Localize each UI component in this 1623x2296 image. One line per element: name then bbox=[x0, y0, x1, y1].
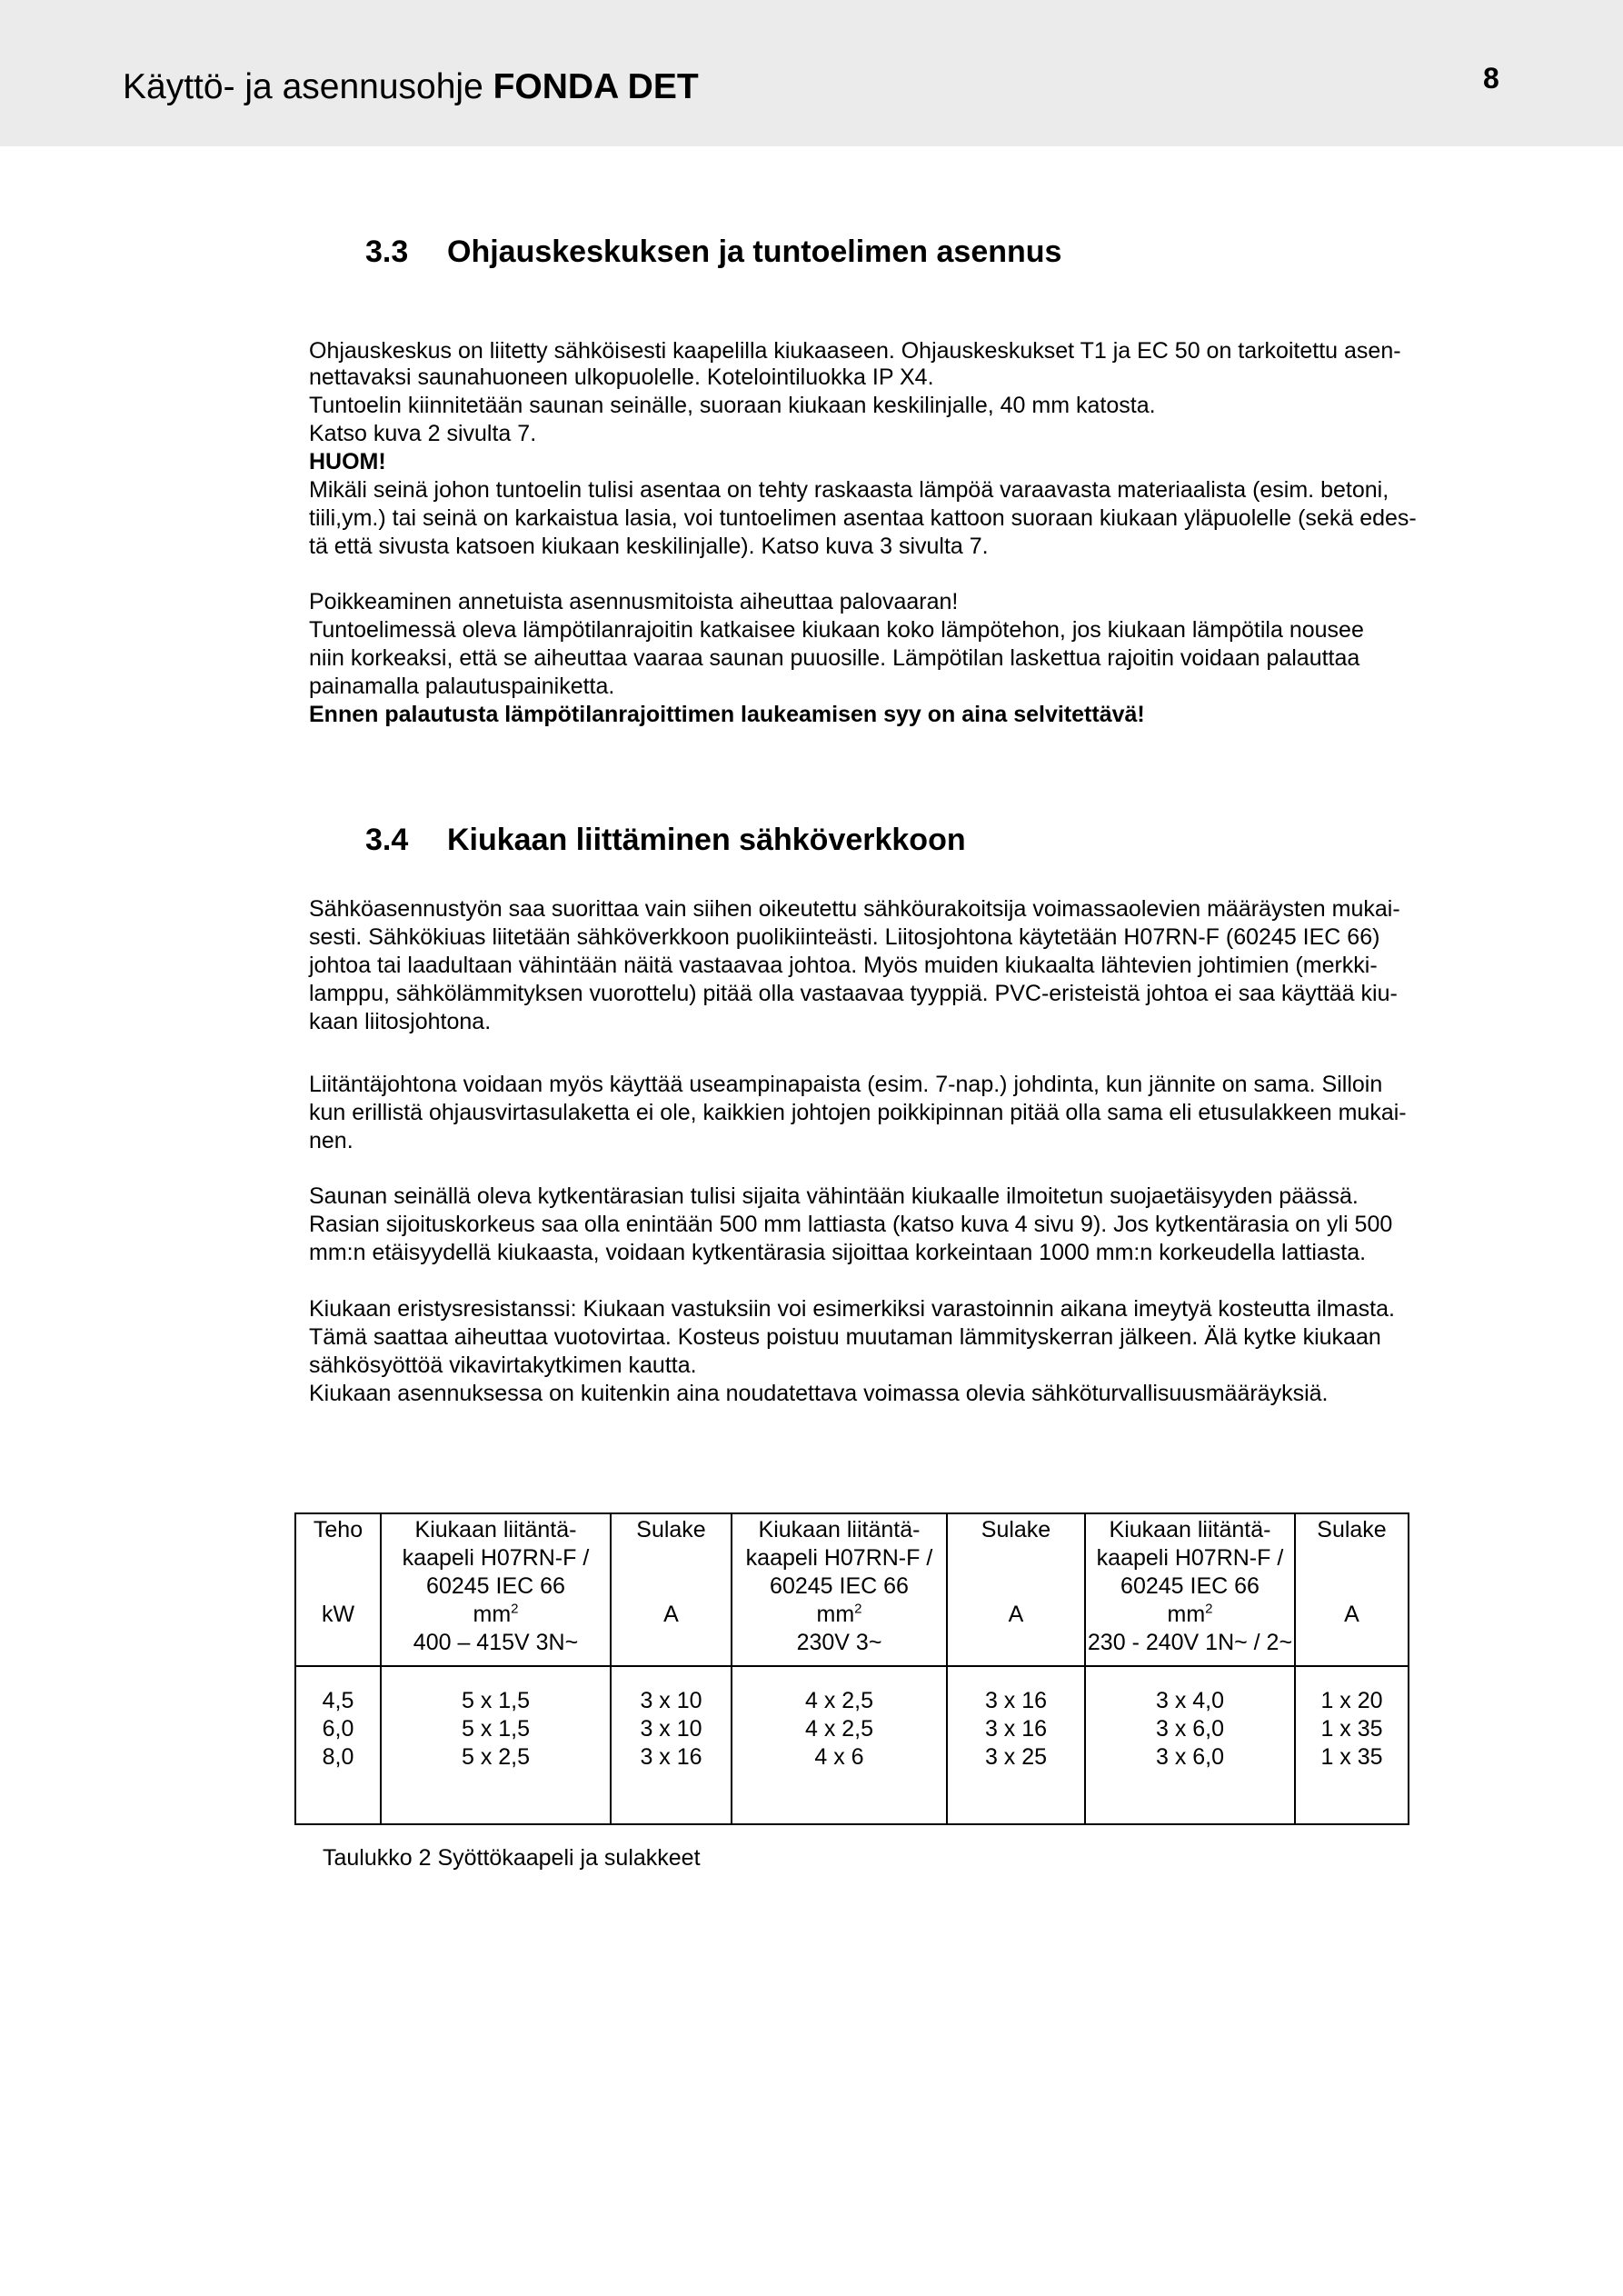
paragraph-line: sähkösyöttöä vikavirtakytkimen kautta. bbox=[309, 1353, 697, 1378]
cell-value: 3 x 6,0 bbox=[1155, 1744, 1225, 1770]
table-header-cell bbox=[295, 1513, 381, 1666]
table-header-row bbox=[295, 1513, 1409, 1666]
table-cell bbox=[732, 1666, 947, 1824]
header-text: A bbox=[1344, 1602, 1359, 1627]
cell-value: 3 x 16 bbox=[640, 1744, 702, 1770]
header-line bbox=[732, 1516, 946, 1544]
header-text: 400 – 415V 3N~ bbox=[413, 1630, 579, 1655]
paragraph-line: sesti. Sähkökiuas liitetään sähköverkkoon puolikiinteästi. Liitosjohtona käytetään H07RN-F (60245 IEC 66) bbox=[309, 924, 1380, 950]
header-text: 60245 IEC 66 bbox=[1120, 1573, 1260, 1599]
paragraph-line: Sähköasennustyön saa suorittaa vain siihen oikeutettu sähköurakoitsija voimassaolevien määräysten mukai- bbox=[309, 896, 1400, 922]
header-text: mm bbox=[1167, 1602, 1206, 1627]
paragraph-line: Liitäntäjohtona voidaan myös käyttää useampinapaista (esim. 7-nap.) johdinta, kun jännite on sama. Silloin bbox=[309, 1072, 1383, 1097]
header-text: kaapeli H07RN-F / bbox=[402, 1545, 590, 1571]
cell-value: 5 x 1,5 bbox=[461, 1716, 531, 1742]
paragraph-line: Rasian sijoituskorkeus saa olla enintään 500 mm lattiasta (katso kuva 4 sivu 9). Jos kytkentärasia on yli 500 bbox=[309, 1212, 1393, 1237]
cell-value: 3 x 16 bbox=[984, 1716, 1048, 1742]
table-row bbox=[295, 1666, 1409, 1824]
header-text: Kiukaan liitäntä- bbox=[414, 1517, 577, 1542]
header-text: Sulake bbox=[1317, 1517, 1387, 1542]
paragraph-line: nettavaksi saunahuoneen ulkopuolelle. Kotelointiluokka IP X4. bbox=[309, 364, 934, 390]
cell-value: 8,0 bbox=[322, 1744, 354, 1770]
header-line bbox=[296, 1544, 380, 1572]
section-number: 3.3 bbox=[365, 235, 409, 269]
header-line bbox=[382, 1544, 610, 1572]
table-header-cell bbox=[1295, 1513, 1409, 1666]
header-text: A bbox=[1008, 1602, 1024, 1627]
paragraph-line: kun erillistä ohjausvirtasulaketta ei ole, kaikkien johtojen poikkipinnan pitää olla sama eli etusulakkeen mukai- bbox=[309, 1100, 1407, 1125]
header-line bbox=[732, 1601, 946, 1629]
header-line bbox=[382, 1516, 610, 1544]
page-header bbox=[0, 0, 1623, 146]
table-header-cell bbox=[732, 1513, 947, 1666]
header-line bbox=[612, 1544, 731, 1572]
product-name: FONDA DET bbox=[493, 67, 699, 106]
cell-value: 5 x 1,5 bbox=[461, 1688, 531, 1713]
header-text: 60245 IEC 66 bbox=[426, 1573, 565, 1599]
paragraph-line: Tämä saattaa aiheuttaa vuotovirtaa. Kosteus poistuu muutaman lämmityskerran jälkeen. Älä kytke kiukaan bbox=[309, 1324, 1381, 1350]
unit-superscript: 2 bbox=[854, 1601, 862, 1617]
cell-value: 3 x 4,0 bbox=[1155, 1688, 1225, 1713]
header-line bbox=[1086, 1629, 1294, 1657]
paragraph-line: Saunan seinällä oleva kytkentärasian tulisi sijaita vähintään kiukaalle ilmoitetun suojaetäisyyden päässä. bbox=[309, 1183, 1359, 1209]
header-text: A bbox=[663, 1602, 679, 1627]
paragraph-line: tiili,ym.) tai seinä on karkaistua lasia, voi tuntoelimen asentaa kattoon suoraan kiukaan yläpuolelle (sekä edes- bbox=[309, 505, 1417, 531]
table-header-cell bbox=[1085, 1513, 1295, 1666]
paragraph-line: lamppu, sähkölämmityksen vuorottelu) pitää olla vastaavaa tyyppiä. PVC-eristeistä johtoa ei saa käyttää kiu- bbox=[309, 981, 1398, 1006]
header-line bbox=[1086, 1601, 1294, 1629]
table-header-cell bbox=[611, 1513, 732, 1666]
header-text: Teho bbox=[313, 1517, 363, 1542]
header-text: mm bbox=[816, 1602, 855, 1627]
cell-value: 1 x 20 bbox=[1320, 1688, 1383, 1713]
header-line bbox=[732, 1629, 946, 1657]
header-line bbox=[948, 1572, 1084, 1601]
paragraph-line: Katso kuva 2 sivulta 7. bbox=[309, 421, 537, 446]
cell-value: 3 x 10 bbox=[640, 1716, 702, 1742]
header-text: mm bbox=[473, 1602, 512, 1627]
header-line bbox=[382, 1572, 610, 1601]
header-line bbox=[948, 1516, 1084, 1544]
header-text: kaapeli H07RN-F / bbox=[1096, 1545, 1284, 1571]
table-cell bbox=[381, 1666, 611, 1824]
table-cell bbox=[611, 1666, 732, 1824]
header-line bbox=[732, 1544, 946, 1572]
table-cell bbox=[295, 1666, 381, 1824]
cell-value: 3 x 6,0 bbox=[1155, 1716, 1225, 1742]
header-line bbox=[1296, 1572, 1408, 1601]
paragraph-line: kaan liitosjohtona. bbox=[309, 1009, 492, 1034]
header-line bbox=[382, 1629, 610, 1657]
paragraph-line: johtoa tai laadultaan vähintään näitä vastaavaa johtoa. Myös muiden kiukaalta lähtevien johtimien (merkki- bbox=[309, 953, 1378, 978]
header-line bbox=[732, 1572, 946, 1601]
paragraph-line: Kiukaan asennuksessa on kuitenkin aina noudatettava voimassa olevia sähköturvallisuusmääräyksiä. bbox=[309, 1381, 1329, 1406]
header-line bbox=[382, 1601, 610, 1629]
paragraph-line: mm:n etäisyydellä kiukaasta, voidaan kytkentärasia sijoittaa korkeintaan 1000 mm:n korkeudella lattiasta. bbox=[309, 1240, 1367, 1265]
paragraph-line: Mikäli seinä johon tuntoelin tulisi asentaa on tehty raskaasta lämpöä varaavasta materiaalista (esim. betoni, bbox=[309, 477, 1389, 503]
paragraph-line: nen. bbox=[309, 1128, 353, 1153]
header-text: Kiukaan liitäntä- bbox=[758, 1517, 921, 1542]
cell-value: 1 x 35 bbox=[1320, 1716, 1383, 1742]
paragraph-line: painamalla palautuspainiketta. bbox=[309, 674, 615, 699]
header-text: Sulake bbox=[981, 1517, 1051, 1542]
cell-value: 3 x 16 bbox=[984, 1688, 1048, 1713]
header-text: 230V 3~ bbox=[796, 1630, 882, 1655]
document-title-prefix: Käyttö- ja asennusohje bbox=[123, 67, 493, 106]
paragraph-line: Tuntoelimessä oleva lämpötilanrajoitin katkaisee kiukaan koko lämpötehon, jos kiukaan lämpötila nousee bbox=[309, 617, 1364, 643]
paragraph-line: tä että sivusta katsoen kiukaan keskilinjalle). Katso kuva 3 sivulta 7. bbox=[309, 534, 989, 559]
section-3-4-heading bbox=[365, 821, 966, 859]
paragraph-line: niin korkeaksi, että se aiheuttaa vaaraa saunan puuosille. Lämpötilan laskettua rajoitin voidaan palauttaa bbox=[309, 645, 1360, 671]
header-text: Kiukaan liitäntä- bbox=[1109, 1517, 1271, 1542]
header-text: kaapeli H07RN-F / bbox=[745, 1545, 933, 1571]
cell-value: 4 x 2,5 bbox=[804, 1688, 874, 1713]
cell-value: 5 x 2,5 bbox=[461, 1744, 531, 1770]
cell-value: 4,5 bbox=[322, 1688, 354, 1713]
section-title: Kiukaan liittäminen sähköverkkoon bbox=[447, 823, 966, 857]
unit-superscript: 2 bbox=[1205, 1601, 1213, 1617]
header-line bbox=[1296, 1544, 1408, 1572]
table-cell bbox=[1085, 1666, 1295, 1824]
header-line bbox=[612, 1572, 731, 1601]
header-text: 60245 IEC 66 bbox=[770, 1573, 909, 1599]
note-label: HUOM! bbox=[309, 449, 386, 474]
paragraph-line: Kiukaan eristysresistanssi: Kiukaan vastuksiin voi esimerkiksi varastoinnin aikana imeytyä kosteutta ilmasta. bbox=[309, 1296, 1395, 1322]
paragraph-line: Tuntoelin kiinnitetään saunan seinälle, suoraan kiukaan keskilinjalle, 40 mm katosta. bbox=[309, 393, 1156, 418]
header-line bbox=[948, 1601, 1084, 1629]
cell-value: 6,0 bbox=[322, 1716, 354, 1742]
header-line bbox=[296, 1601, 380, 1629]
cable-fuse-table bbox=[294, 1512, 1409, 1825]
header-line bbox=[612, 1601, 731, 1629]
cell-value: 1 x 35 bbox=[1320, 1744, 1383, 1770]
table-caption: Taulukko 2 Syöttökaapeli ja sulakkeet bbox=[323, 1845, 701, 1871]
document-title bbox=[123, 65, 699, 109]
cell-value: 3 x 25 bbox=[984, 1744, 1048, 1770]
unit-superscript: 2 bbox=[511, 1601, 519, 1617]
section-3-3-heading bbox=[365, 233, 1061, 271]
header-line bbox=[1296, 1601, 1408, 1629]
header-line bbox=[1296, 1516, 1408, 1544]
page-number: 8 bbox=[1483, 62, 1499, 95]
cell-value: 4 x 6 bbox=[814, 1744, 864, 1770]
header-text: Sulake bbox=[636, 1517, 706, 1542]
header-text: 230 - 240V 1N~ / 2~ bbox=[1087, 1630, 1293, 1655]
header-line bbox=[296, 1572, 380, 1601]
table-cell bbox=[947, 1666, 1085, 1824]
header-line bbox=[1086, 1516, 1294, 1544]
header-line bbox=[612, 1516, 731, 1544]
header-text: kW bbox=[321, 1602, 355, 1627]
header-line bbox=[296, 1516, 380, 1544]
section-number: 3.4 bbox=[365, 823, 409, 857]
header-line bbox=[1086, 1572, 1294, 1601]
paragraph-line: Ohjauskeskus on liitetty sähköisesti kaapelilla kiukaaseen. Ohjauskeskukset T1 ja EC 50 on tarkoitettu asen- bbox=[309, 338, 1401, 364]
cell-value: 4 x 2,5 bbox=[804, 1716, 874, 1742]
table-cell bbox=[1295, 1666, 1409, 1824]
table-header-cell bbox=[381, 1513, 611, 1666]
cell-value: 3 x 10 bbox=[640, 1688, 702, 1713]
table-header-cell bbox=[947, 1513, 1085, 1666]
header-line bbox=[948, 1544, 1084, 1572]
paragraph-line: Poikkeaminen annetuista asennusmitoista aiheuttaa palovaaran! bbox=[309, 589, 959, 614]
header-line bbox=[1086, 1544, 1294, 1572]
section-title: Ohjauskeskuksen ja tuntoelimen asennus bbox=[447, 235, 1062, 269]
warning-line: Ennen palautusta lämpötilanrajoittimen laukeamisen syy on aina selvitettävä! bbox=[309, 702, 1145, 727]
